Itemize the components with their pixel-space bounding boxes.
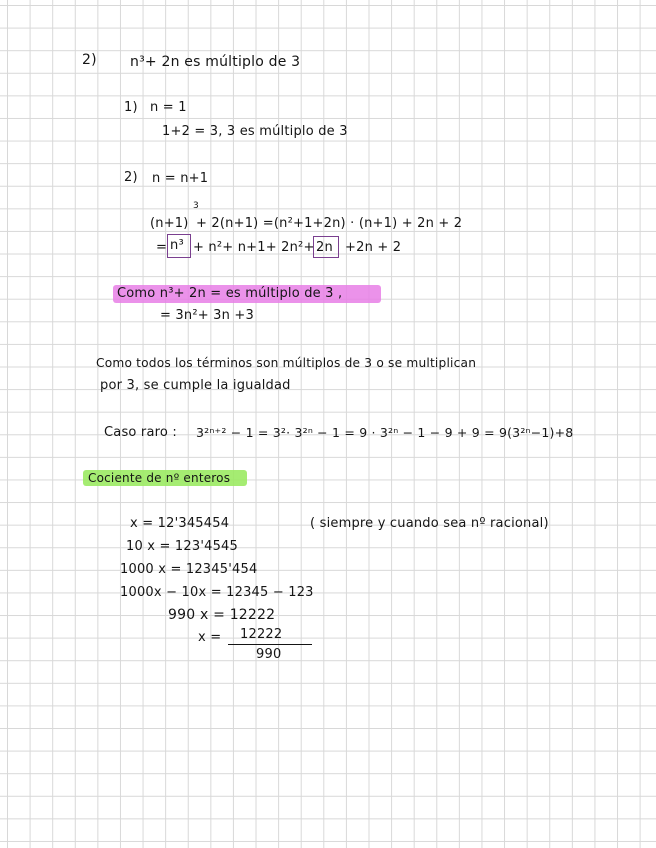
fraction-bar	[228, 644, 312, 645]
rare-case-expression: 3²ⁿ⁺² − 1 = 3²· 3²ⁿ − 1 = 9 · 3²ⁿ − 1 − 9 + 9 = 9(3²ⁿ−1)+8	[196, 425, 574, 440]
expansion-line1-base: (n+1)	[150, 216, 189, 231]
conclusion-line1: Como todos los términos son múltiplos de 3 o se multiplican	[96, 356, 477, 370]
problem-statement: n³+ 2n es múltiplo de 3	[130, 54, 301, 70]
step2-label: 2)	[124, 170, 138, 185]
highlight-line: Como n³+ 2n = es múltiplo de 3 ,	[117, 286, 343, 301]
rare-case-label: Caso raro :	[104, 425, 177, 440]
step1-case: n = 1	[150, 100, 187, 115]
quotient-line: 990 x = 12222	[168, 607, 276, 623]
quotient-line: 1000x − 10x = 12345 − 123	[120, 585, 314, 600]
fraction-numerator: 12222	[240, 627, 283, 642]
expansion-line2-boxed1: n³	[170, 238, 184, 253]
fraction-denominator: 990	[256, 647, 282, 662]
quotient-heading: Cociente de nº enteros	[88, 471, 231, 485]
step1-label: 1)	[124, 100, 138, 115]
expansion-line2-end: +2n + 2	[345, 240, 402, 255]
conclusion-line2: por 3, se cumple la igualdad	[100, 378, 291, 393]
step2-case: n = n+1	[152, 171, 209, 186]
expansion-line1-rest: + 2(n+1) =(n²+1+2n) · (n+1) + 2n + 2	[196, 216, 463, 231]
result-line: = 3n²+ 3n +3	[160, 308, 254, 323]
quotient-line: 10 x = 123'4545	[126, 539, 238, 554]
quotient-note: ( siempre y cuando sea nº racional)	[310, 516, 549, 531]
quotient-line: 1000 x = 12345'454	[120, 562, 258, 577]
step1-result: 1+2 = 3, 3 es múltiplo de 3	[162, 124, 348, 139]
expansion-line2-boxed2: 2n	[316, 240, 333, 255]
quotient-line: x = 12'345454	[130, 516, 230, 531]
expansion-line1-exponent: 3	[193, 201, 199, 211]
quotient-line: x =	[198, 630, 222, 645]
expansion-line2-equals: =	[156, 240, 168, 255]
expansion-line2-mid: + n²+ n+1+ 2n²+	[193, 240, 315, 255]
problem-number: 2)	[82, 52, 97, 68]
